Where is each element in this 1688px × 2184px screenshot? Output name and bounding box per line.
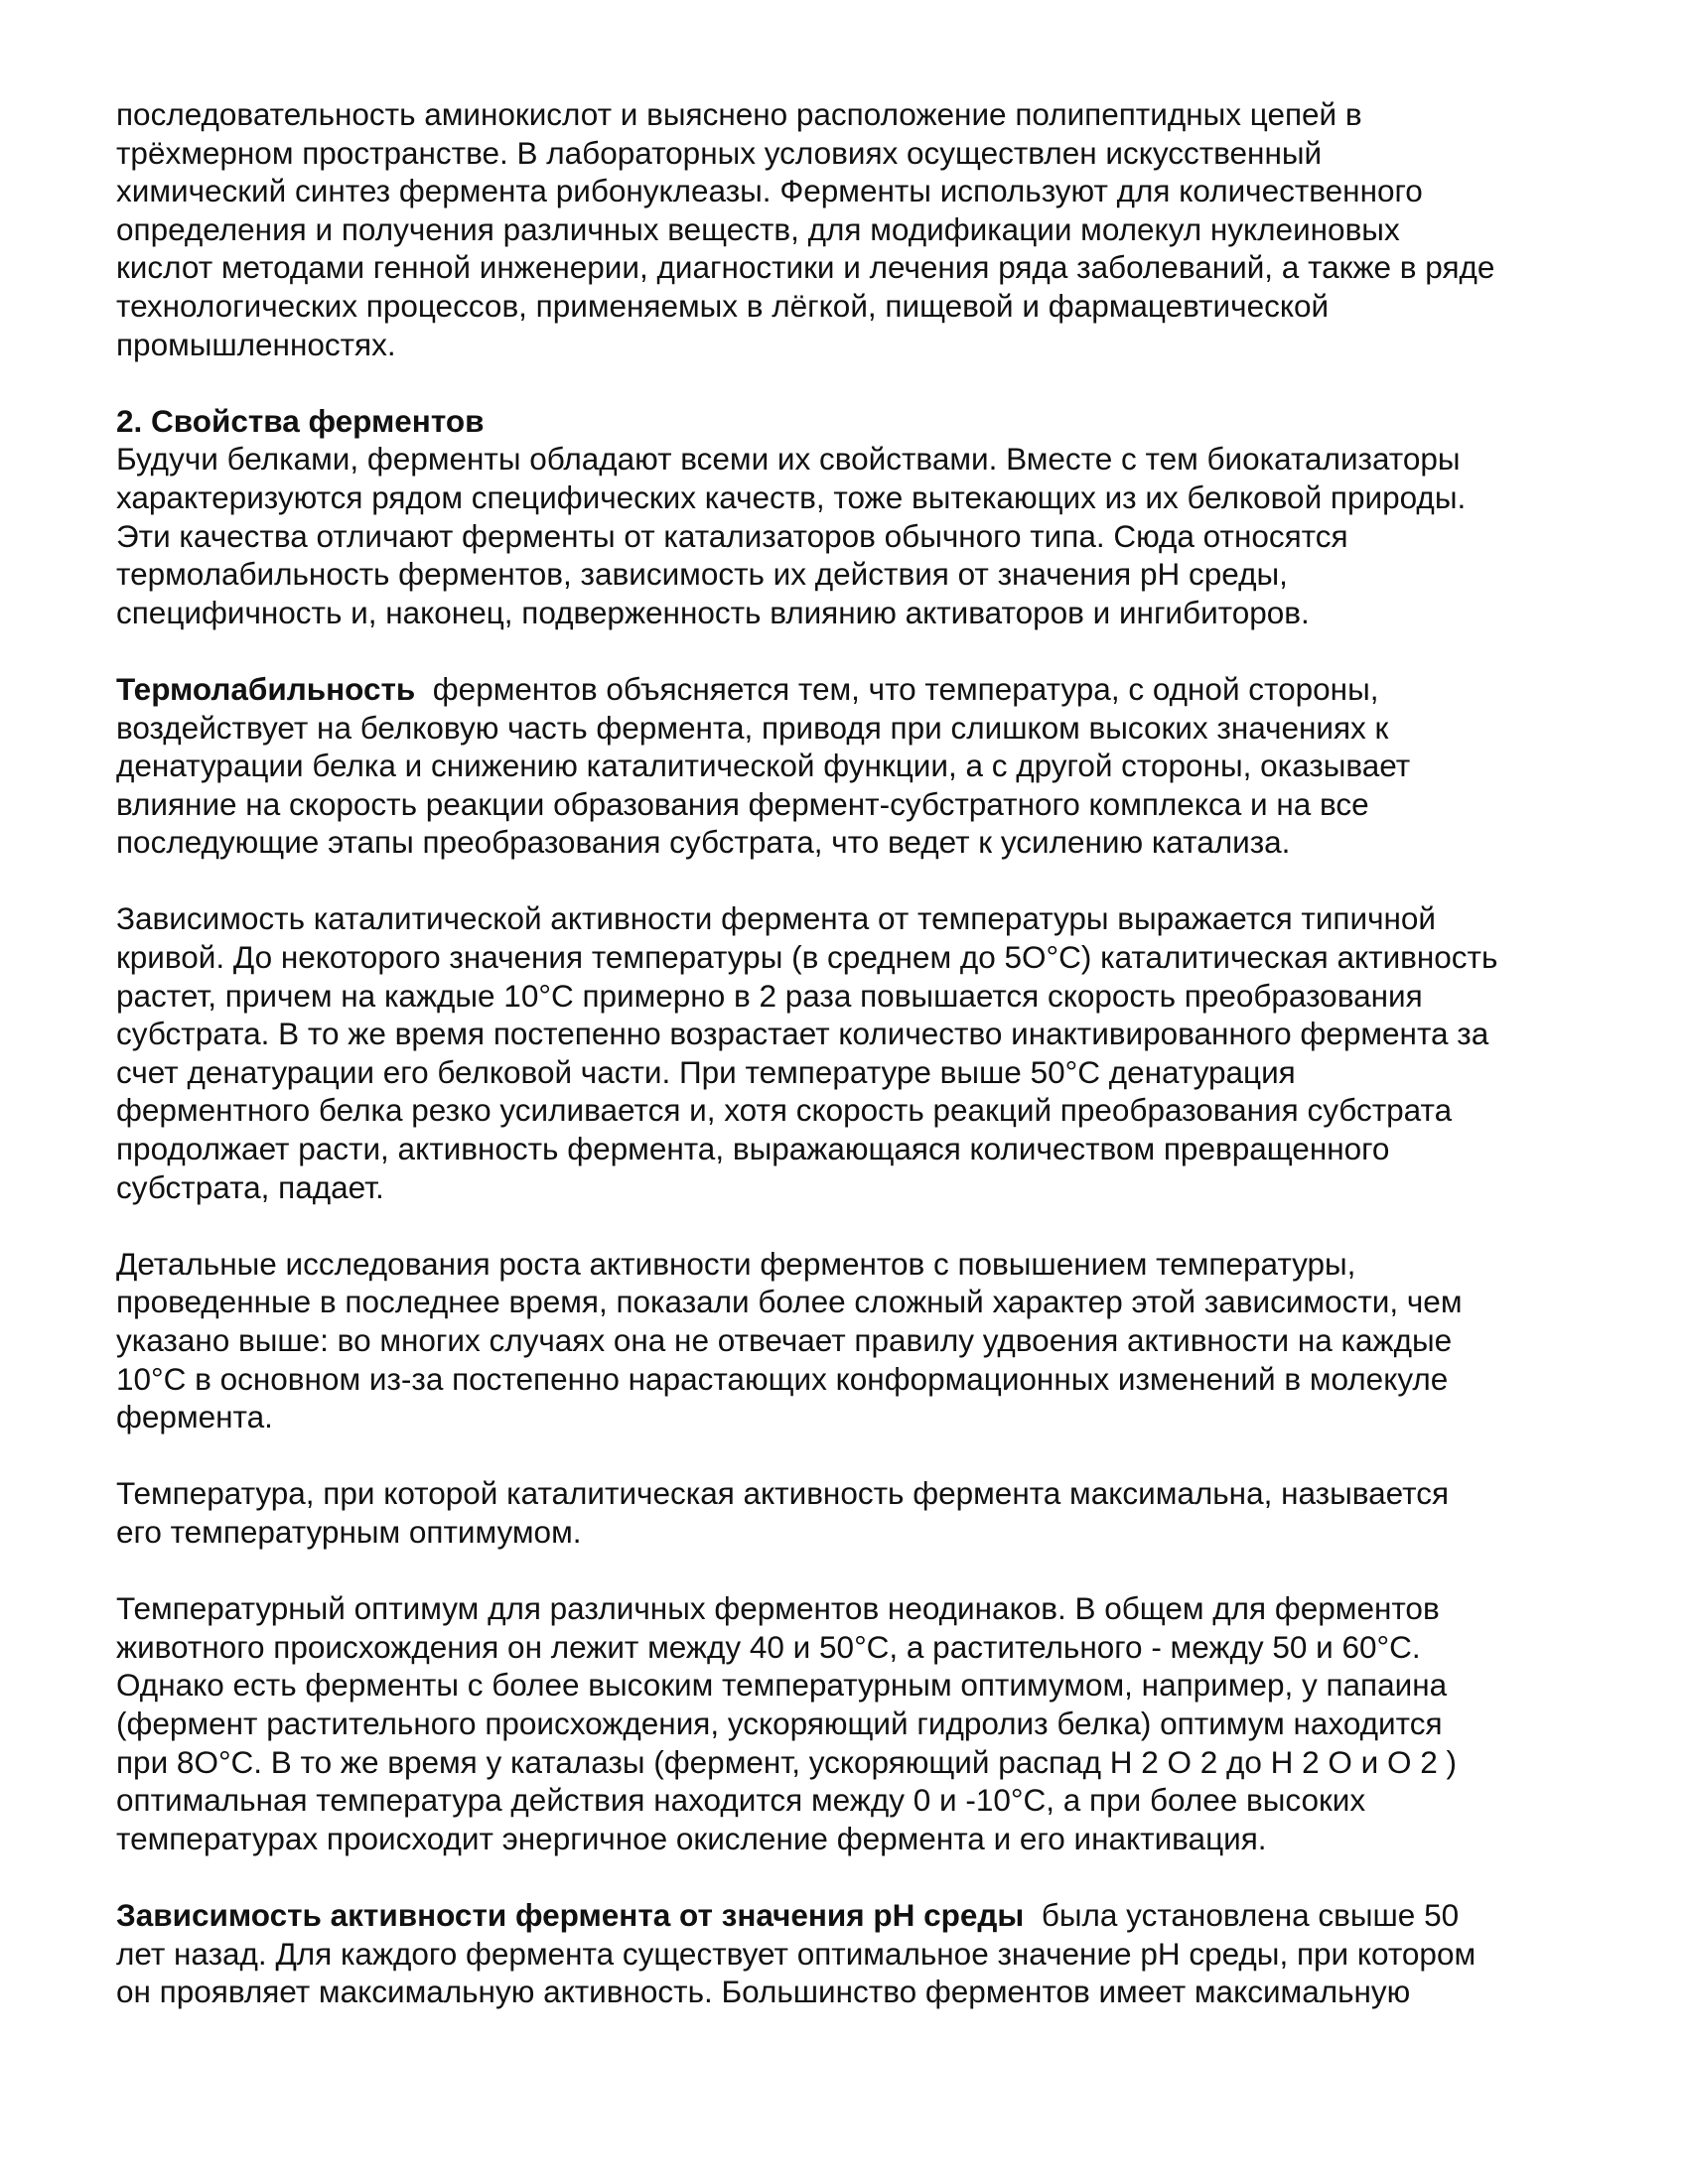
text-line: денатурации белка и снижению каталитической функции, а с другой стороны, оказывает: [116, 748, 1411, 784]
text-line: последовательность аминокислот и выяснено расположение полипептидных цепей в: [116, 96, 1362, 132]
paragraph-spacer: [116, 631, 1606, 670]
text-line: характеризуются рядом специфических качеств, тоже вытекающих из их белковой природы.: [116, 478, 1467, 515]
text-line: животного происхождения он лежит между 40 и 50°С, а растительного - между 50 и 60°С.: [116, 1628, 1421, 1665]
bold-term: Зависимость активности фермента от значения pH среды: [116, 1896, 1025, 1933]
bold-term: Термолабильность: [116, 670, 416, 707]
paragraph-spacer: [116, 1552, 1606, 1590]
text-line: (фермент растительного происхождения, ускоряющий гидролиз белка) оптимум находится: [116, 1705, 1443, 1741]
text-line: продолжает расти, активность фермента, выражающаяся количеством превращенного: [116, 1131, 1390, 1167]
paragraph-thermolability: [116, 670, 1606, 862]
document-page: [116, 95, 1606, 2011]
text-line: кислот методами генной инженерии, диагностики и лечения ряда заболеваний, а также в ряде: [116, 249, 1495, 286]
paragraph-spacer: [116, 1206, 1606, 1245]
text-line: влияние на скорость реакции образования фермент-субстратного комплекса и на все: [116, 785, 1369, 822]
paragraph-enzyme-applications: [116, 95, 1606, 363]
text-line: оптимальная температура действия находится между 0 и -10°С, а при более высоких: [116, 1782, 1366, 1819]
text-line: 10°С в основном из-за постепенно нарастающих конформационных изменений в молекуле: [116, 1360, 1449, 1397]
text-line: Однако есть ферменты с более высоким температурным оптимумом, например, у папаина: [116, 1667, 1448, 1704]
text-line: счет денатурации его белковой части. При температуре выше 50°С денатурация: [116, 1053, 1296, 1090]
text-line: термолабильность ферментов, зависимость их действия от значения pH среды,: [116, 556, 1288, 593]
text-line: кривой. До некоторого значения температуры (в среднем до 5О°С) каталитическая активность: [116, 939, 1498, 976]
paragraph-ph-dependence: [116, 1896, 1606, 2011]
text-line: указано выше: во многих случаях она не отвечает правилу удвоения активности на каждые: [116, 1322, 1453, 1358]
paragraph-spacer: [116, 1857, 1606, 1896]
text-line: последующие этапы преобразования субстрата, что ведет к усилению катализа.: [116, 824, 1291, 861]
text-line: Зависимость каталитической активности фермента от температуры выражается типичной: [116, 900, 1436, 937]
text-line: Температура, при которой каталитическая активность фермента максимальна, называется: [116, 1475, 1449, 1512]
paragraph-optimum-definition: [116, 1474, 1606, 1551]
text-line: воздействует на белковую часть фермента, приводя при слишком высоких значениях к: [116, 709, 1389, 746]
text-line: трёхмерном пространстве. В лабораторных условиях осуществлен искусственный: [116, 134, 1323, 171]
text-line: проведенные в последнее время, показали более сложный характер этой зависимости, чем: [116, 1284, 1463, 1320]
text-line: фермента.: [116, 1399, 273, 1435]
paragraph-spacer: [116, 363, 1606, 402]
text-line: субстрата. В то же время постепенно возрастает количество инактивированного фермента за: [116, 1016, 1489, 1052]
text-line: он проявляет максимальную активность. Большинство ферментов имеет максимальную: [116, 1974, 1411, 2010]
paragraph-spacer: [116, 1436, 1606, 1475]
section-heading: 2. Свойства ферментов: [116, 402, 485, 439]
paragraph-temperature-curve: [116, 899, 1606, 1206]
paragraph-spacer: [116, 862, 1606, 900]
text-line: ферментного белка резко усиливается и, хотя скорость реакций преобразования субстрата: [116, 1092, 1453, 1129]
section-enzyme-properties: [116, 402, 1606, 632]
text-line: Детальные исследования роста активности ферментов с повышением температуры,: [116, 1245, 1356, 1282]
text-line: специфичность и, наконец, подверженность влиянию активаторов и ингибиторов.: [116, 594, 1310, 630]
text-line: его температурным оптимумом.: [116, 1513, 582, 1550]
text-run: была установлена свыше 50: [1024, 1896, 1460, 1933]
paragraph-detailed-studies: [116, 1245, 1606, 1436]
text-line: лет назад. Для каждого фермента существует оптимальное значение pH среды, при котором: [116, 1935, 1477, 1972]
text-line: Будучи белками, ферменты обладают всеми их свойствами. Вместе с тем биокатализаторы: [116, 441, 1461, 478]
text-line: [116, 670, 1606, 709]
text-line: Эти качества отличают ферменты от катализаторов обычного типа. Сюда относятся: [116, 517, 1348, 554]
text-line: температурах происходит энергичное окисление фермента и его инактивация.: [116, 1820, 1267, 1856]
text-line: промышленностях.: [116, 326, 396, 362]
text-line: Температурный оптимум для различных ферментов неодинаков. В общем для ферментов: [116, 1590, 1440, 1627]
text-line: [116, 1896, 1606, 1935]
text-line: химический синтез фермента рибонуклеазы. Ферменты используют для количественного: [116, 173, 1423, 209]
text-line: технологических процессов, применяемых в лёгкой, пищевой и фармацевтической: [116, 287, 1330, 324]
text-line: субстрата, падает.: [116, 1168, 384, 1205]
text-line: определения и получения различных веществ, для модификации молекул нуклеиновых: [116, 210, 1400, 247]
paragraph-optimum-examples: [116, 1589, 1606, 1857]
text-run: ферментов объясняется тем, что температура, с одной стороны,: [415, 670, 1379, 707]
text-line: при 8О°С. В то же время у каталазы (фермент, ускоряющий распад Н 2 О 2 до Н 2 О и О 2 ): [116, 1743, 1458, 1780]
text-line: растет, причем на каждые 10°С примерно в 2 раза повышается скорость преобразования: [116, 977, 1423, 1014]
